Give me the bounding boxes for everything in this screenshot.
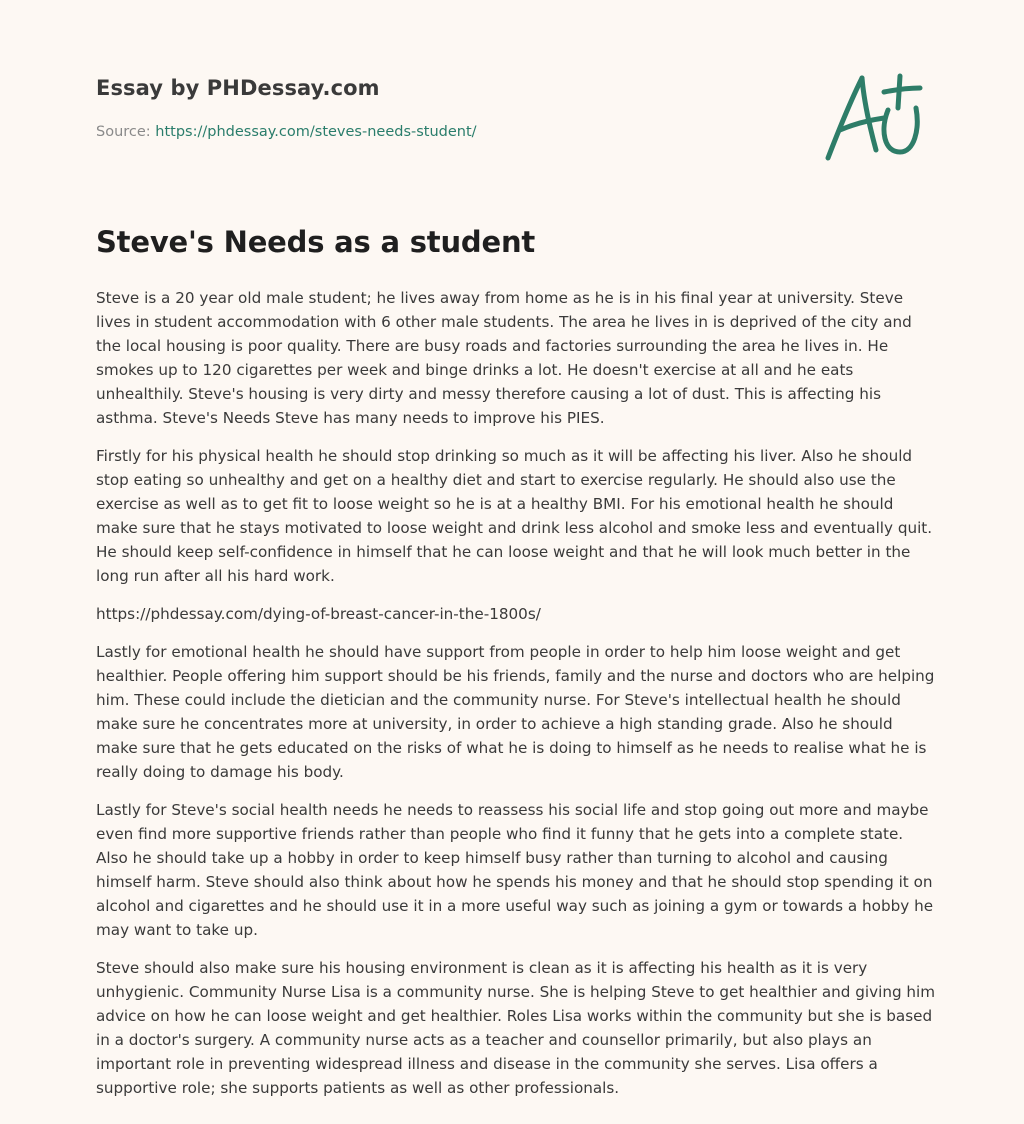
source-link[interactable]: https://phdessay.com/steves-needs-student/ — [155, 124, 477, 140]
essay-title: Steve's Needs as a student — [96, 225, 536, 259]
essay-paragraph: Firstly for his physical health he should stop drinking so much as it will be affecting his liver. Also he should stop eating so unhealthy and get on a healthy diet and start to exercise regularly. He should also use the exercise as well as to get fit to loose weight so he is at a healthy BMI. For his emotional health he should make sure that he stays motivated to loose weight and drink less alcohol and smoke less and eventually quit. He should keep self-confidence in himself that he can loose weight and that he will look much better in the long run after all his hard work. — [96, 447, 933, 585]
source-line — [96, 124, 477, 140]
essay-body — [96, 286, 936, 1114]
essay-paragraph: Lastly for emotional health he should have support from people in order to help him loose weight and get healthier. People offering him support should be his friends, family and the nurse and doctors who are helping him. These could include the dietician and the community nurse. For Steve's intellectual health he should make sure he concentrates more at university, in order to achieve a high standing grade. Also he should make sure that he gets educated on the risks of what he is doing to himself as he needs to realise what he is really doing to damage his body. — [96, 643, 935, 781]
related-essay-link[interactable]: https://phdessay.com/dying-of-breast-cancer-in-the-1800s/ — [96, 605, 541, 623]
source-label: Source: — [96, 124, 156, 140]
essay-paragraph: Steve is a 20 year old male student; he lives away from home as he is in his final year at university. Steve lives in student accommodation with 6 other male students. The area he lives in is deprived of the city and the local housing is poor quality. There are busy roads and factories surrounding the area he lives in. He smokes up to 120 cigarettes per week and binge drinks a lot. He doesn't exercise at all and he eats unhealthily. Steve's housing is very dirty and messy therefore causing a lot of dust. This is affecting his asthma. Steve's Needs Steve has many needs to improve his PIES. — [96, 289, 912, 427]
a-plus-logo-icon — [818, 66, 930, 166]
essay-paragraph: Lastly for Steve's social health needs he needs to reassess his social life and stop going out more and maybe even find more supportive friends rather than people who find it funny that he gets into a complete state. Also he should take up a hobby in order to keep himself busy rather than turning to alcohol and causing himself harm. Steve should also think about how he spends his money and that he should stop spending it on alcohol and cigarettes and he should use it in a more useful way such as joining a gym or towards a hobby he may want to take up. — [96, 801, 934, 939]
site-brand: Essay by PHDessay.com — [96, 76, 380, 100]
essay-paragraph: Steve should also make sure his housing environment is clean as it is affecting his health as it is very unhygienic. Community Nurse Lisa is a community nurse. She is helping Steve to get healthier and giving him advice on how he can loose weight and get healthier. Roles Lisa works within the community but she is based in a doctor's surgery. A community nurse acts as a teacher and counsellor primarily, but also plays an important role in preventing widespread illness and disease in the community she serves. Lisa offers a supportive role; she supports patients as well as other professionals. — [96, 959, 936, 1097]
